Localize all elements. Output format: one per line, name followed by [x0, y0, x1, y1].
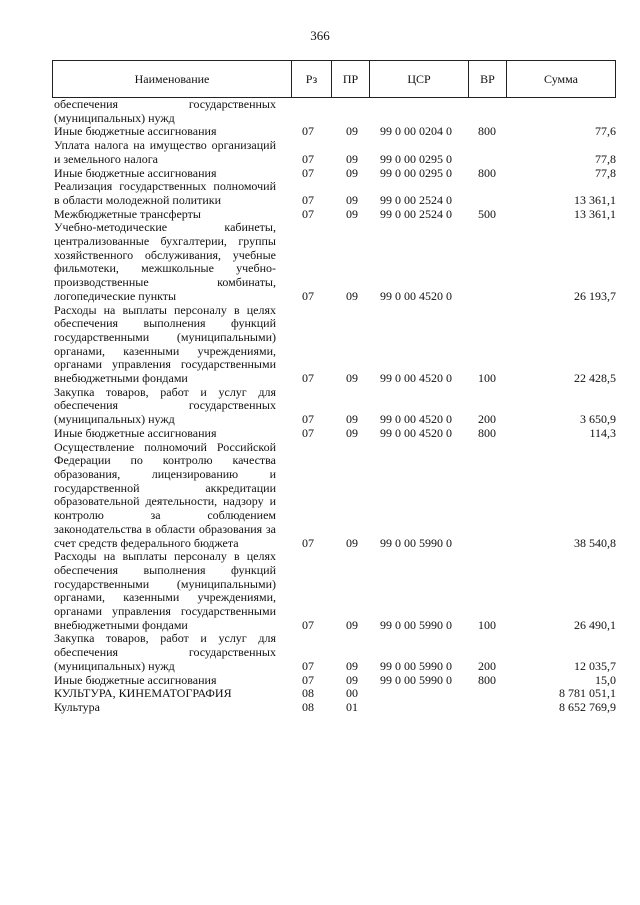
table-row — [54, 221, 616, 303]
row-csr: 99 0 00 0295 0 — [380, 165, 452, 180]
row-pr: 00 — [346, 686, 358, 701]
row-sum: 114,3 — [589, 425, 616, 440]
table-row — [54, 632, 616, 673]
row-name: Иные бюджетные ассигнования — [54, 425, 217, 440]
row-vr: 800 — [478, 124, 496, 139]
table-row — [54, 208, 616, 222]
row-name: КУЛЬТУРА, КИНЕМАТОГРАФИЯ — [54, 686, 232, 701]
row-name: Закупка товаров, работ и услуг для обеспечения государственных (муниципальных) нужд — [54, 384, 276, 427]
row-rz: 07 — [302, 165, 314, 180]
table-row — [54, 125, 616, 139]
row-csr: 99 0 00 5990 0 — [380, 617, 452, 632]
row-rz: 07 — [302, 151, 314, 166]
row-name: Иные бюджетные ассигнования — [54, 165, 217, 180]
table-row — [54, 98, 616, 125]
row-pr: 01 — [346, 699, 358, 714]
row-name: Расходы на выплаты персоналу в целях обеспечения выполнения функций государственными (муниципальными) органами, казенными учреждениями, органами управления государственными внебюджетными фондами — [54, 302, 276, 386]
row-name: Закупка товаров, работ и услуг для обеспечения государственных (муниципальных) нужд — [54, 631, 276, 673]
table-row — [54, 441, 616, 551]
row-pr: 09 — [346, 425, 358, 440]
header-name: Наименование — [53, 61, 292, 97]
row-sum: 77,8 — [595, 151, 616, 166]
row-name: Реализация государственных полномочий в области молодежной политики — [54, 179, 276, 207]
row-name: Учебно-методические кабинеты, централизованные бухгалтерии, группы хозяйственного обслуживания, учебные фильмотеки, межшкольные учебно-производственные комбинаты, логопедические пункты — [54, 220, 276, 303]
row-vr: 100 — [478, 617, 496, 632]
row-vr: 800 — [478, 672, 496, 687]
row-name: Осуществление полномочий Российской Федерации по контролю качества образования, лицензированию и государственной аккредитации образовательной деятельности, надзору и контролю за соблюдением законодательства в области образования за счет средств федерального бюджета — [54, 439, 276, 550]
row-pr: 09 — [346, 206, 358, 221]
row-rz: 07 — [302, 124, 314, 139]
row-sum: 77,6 — [595, 124, 616, 139]
row-sum: 15,0 — [595, 672, 616, 687]
row-sum: 38 540,8 — [574, 535, 616, 550]
row-name: Расходы на выплаты персоналу в целях обеспечения выполнения функций государственными (муниципальными) органами, казенными учреждениями, органами управления государственными внебюджетными фондами — [54, 549, 276, 632]
table-row — [54, 427, 616, 441]
table-row — [54, 139, 616, 166]
row-rz: 07 — [302, 206, 314, 221]
row-pr: 09 — [346, 371, 358, 386]
table-row — [54, 167, 616, 181]
row-sum: 22 428,5 — [574, 371, 616, 386]
row-sum: 13 361,1 — [574, 206, 616, 221]
row-vr: 100 — [478, 371, 496, 386]
row-pr: 09 — [346, 412, 358, 427]
row-vr: 800 — [478, 165, 496, 180]
table-body — [54, 98, 616, 715]
table-row — [54, 687, 616, 701]
row-pr: 09 — [346, 165, 358, 180]
header-csr: ЦСР — [370, 61, 469, 97]
row-csr: 99 0 00 4520 0 — [380, 412, 452, 427]
row-name: обеспечения государственных (муниципальных) нужд — [54, 97, 276, 125]
row-sum: 77,8 — [595, 165, 616, 180]
header-sum: Сумма — [544, 71, 578, 86]
header-vr: ВР — [469, 61, 507, 97]
row-csr: 99 0 00 2524 0 — [380, 192, 452, 207]
row-sum: 8 652 769,9 — [559, 699, 616, 714]
row-csr: 99 0 00 4520 0 — [380, 288, 452, 303]
table-row — [54, 550, 616, 632]
row-pr: 09 — [346, 151, 358, 166]
row-rz: 07 — [302, 371, 314, 386]
table-header — [52, 60, 616, 98]
row-rz: 07 — [302, 192, 314, 207]
row-pr: 09 — [346, 658, 358, 673]
row-pr: 09 — [346, 288, 358, 303]
row-csr: 99 0 00 0295 0 — [380, 151, 452, 166]
row-name: Иные бюджетные ассигнования — [54, 124, 217, 139]
row-vr: 500 — [478, 206, 496, 221]
row-rz: 07 — [302, 658, 314, 673]
row-rz: 07 — [302, 288, 314, 303]
row-csr: 99 0 00 4520 0 — [380, 425, 452, 440]
row-rz: 07 — [302, 425, 314, 440]
table-row — [54, 304, 616, 386]
row-name: Межбюджетные трансферты — [54, 206, 201, 221]
row-rz: 07 — [302, 617, 314, 632]
row-sum: 26 193,7 — [574, 288, 616, 303]
row-pr: 09 — [346, 617, 358, 632]
row-vr: 800 — [478, 425, 496, 440]
page-number: 366 — [310, 28, 330, 43]
row-name: Культура — [54, 699, 100, 714]
row-name: Уплата налога на имущество организаций и земельного налога — [54, 138, 276, 166]
row-csr: 99 0 00 5990 0 — [380, 672, 452, 687]
row-sum: 26 490,1 — [574, 617, 616, 632]
header-rz: Рз — [292, 61, 332, 97]
row-pr: 09 — [346, 124, 358, 139]
row-rz: 07 — [302, 535, 314, 550]
table-row — [54, 180, 616, 207]
table-row — [54, 386, 616, 427]
row-vr: 200 — [478, 412, 496, 427]
table-row — [54, 674, 616, 688]
row-csr: 99 0 00 4520 0 — [380, 371, 452, 386]
table-row — [54, 701, 616, 715]
row-csr: 99 0 00 0204 0 — [380, 124, 452, 139]
row-rz: 07 — [302, 672, 314, 687]
row-rz: 08 — [302, 686, 314, 701]
row-pr: 09 — [346, 672, 358, 687]
row-csr: 99 0 00 5990 0 — [380, 535, 452, 550]
row-csr: 99 0 00 2524 0 — [380, 206, 452, 221]
row-vr: 200 — [478, 658, 496, 673]
row-csr: 99 0 00 5990 0 — [380, 658, 452, 673]
row-sum: 12 035,7 — [574, 658, 616, 673]
row-pr: 09 — [346, 535, 358, 550]
row-pr: 09 — [346, 192, 358, 207]
row-sum: 3 650,9 — [580, 412, 616, 427]
header-pr: ПР — [332, 61, 370, 97]
row-sum: 13 361,1 — [574, 192, 616, 207]
row-rz: 08 — [302, 699, 314, 714]
row-name: Иные бюджетные ассигнования — [54, 672, 217, 687]
row-sum: 8 781 051,1 — [559, 686, 616, 701]
row-rz: 07 — [302, 412, 314, 427]
